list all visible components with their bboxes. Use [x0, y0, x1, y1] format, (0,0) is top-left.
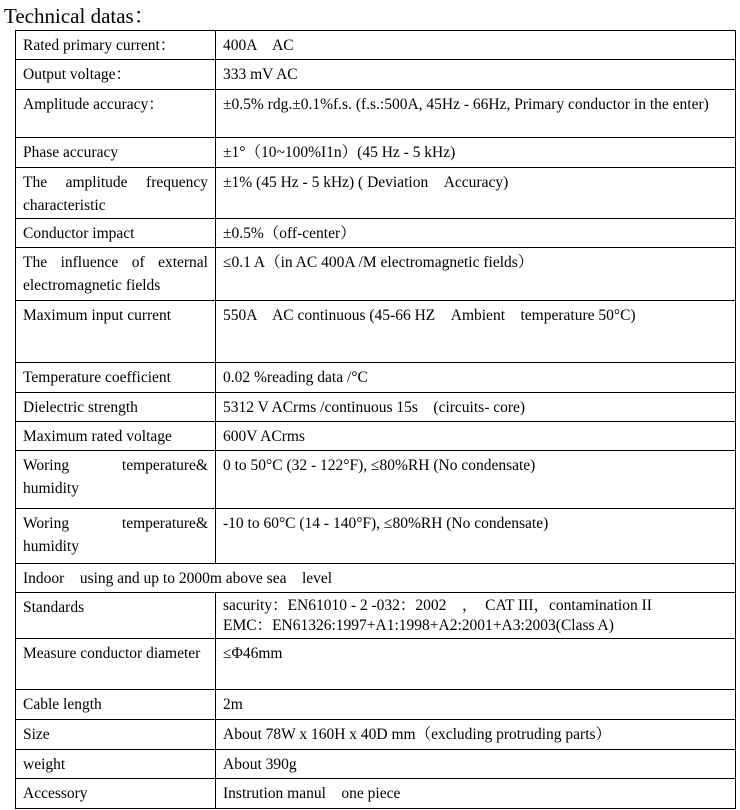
- row-label: Maximum input current: [16, 301, 216, 363]
- row-label: Conductor impact: [16, 219, 216, 248]
- row-label: Accessory: [16, 779, 216, 809]
- row-label: Cable length: [16, 690, 216, 720]
- table-row: [16, 690, 736, 720]
- row-value: -10 to 60°C (14 - 140°F), ≤80%RH (No condensate): [216, 509, 736, 564]
- row-value: 2m: [216, 690, 736, 720]
- row-label: Rated primary current：: [16, 31, 216, 60]
- table-row: [16, 31, 736, 60]
- row-label: Measure conductor diameter: [16, 639, 216, 690]
- table-row: [16, 779, 736, 809]
- table-row: [16, 593, 736, 639]
- row-value: ≤Φ46mm: [216, 639, 736, 690]
- row-value: 0 to 50°C (32 - 122°F), ≤80%RH (No condensate): [216, 451, 736, 509]
- row-label: The amplitude frequency characteristic: [16, 168, 216, 219]
- table-row: [16, 248, 736, 301]
- row-value: ±0.5% rdg.±0.1%f.s. (f.s.:500A, 45Hz - 66Hz, Primary conductor in the enter): [216, 90, 736, 138]
- standards-value: [216, 593, 736, 639]
- table-row: [16, 138, 736, 168]
- row-label: Amplitude accuracy：: [16, 90, 216, 138]
- row-value: 550A AC continuous (45-66 HZ Ambient temperature 50°C): [216, 301, 736, 363]
- table-row: [16, 393, 736, 422]
- row-label: Standards: [16, 593, 216, 639]
- row-label: The influence of external electromagnetic fields: [16, 248, 216, 301]
- indoor-note: Indoor using and up to 2000m above sea level: [16, 564, 736, 593]
- table-row: [16, 301, 736, 363]
- row-label: Woring temperature& humidity: [16, 451, 216, 509]
- table-row: [16, 219, 736, 248]
- row-value: 333 mV AC: [216, 60, 736, 90]
- row-label: Dielectric strength: [16, 393, 216, 422]
- table-row: [16, 422, 736, 451]
- table-row: [16, 60, 736, 90]
- row-value: About 390g: [216, 750, 736, 779]
- table-row: [16, 363, 736, 393]
- row-value: 400A AC: [216, 31, 736, 60]
- row-value: ≤0.1 A（in AC 400A /M electromagnetic fields）: [216, 248, 736, 301]
- row-value: 0.02 %reading data /°C: [216, 363, 736, 393]
- row-label: Phase accuracy: [16, 138, 216, 168]
- table-row: [16, 639, 736, 690]
- page-title: Technical datas：: [4, 4, 155, 28]
- row-value: 5312 V ACrms /continuous 15s (circuits- core): [216, 393, 736, 422]
- row-label: Size: [16, 720, 216, 750]
- row-value: Instrution manul one piece: [216, 779, 736, 809]
- row-label: Temperature coefficient: [16, 363, 216, 393]
- table-row: [16, 720, 736, 750]
- row-value: ±1% (45 Hz - 5 kHz) ( Deviation Accuracy): [216, 168, 736, 219]
- table-row: [16, 90, 736, 138]
- table-row: [16, 168, 736, 219]
- row-label: Output voltage：: [16, 60, 216, 90]
- row-value: ±1°（10~100%I1n）(45 Hz - 5 kHz): [216, 138, 736, 168]
- row-value: About 78W x 160H x 40D mm（excluding protruding parts）: [216, 720, 736, 750]
- table-row: [16, 564, 736, 593]
- table-row: [16, 509, 736, 564]
- technical-data-table: [15, 30, 736, 809]
- standards-emc: EMC：EN61326:1997+A1:1998+A2:2001+A3:2003(Class A): [223, 617, 614, 634]
- table-row: [16, 451, 736, 509]
- table-row: [16, 750, 736, 779]
- row-value: ±0.5%（off-center）: [216, 219, 736, 248]
- row-label: Woring temperature& humidity: [16, 509, 216, 564]
- row-value: 600V ACrms: [216, 422, 736, 451]
- standards-security: sacurity：EN61010 - 2 -032：2002 ， CAT III，contamination II: [223, 597, 652, 614]
- row-label: weight: [16, 750, 216, 779]
- row-label: Maximum rated voltage: [16, 422, 216, 451]
